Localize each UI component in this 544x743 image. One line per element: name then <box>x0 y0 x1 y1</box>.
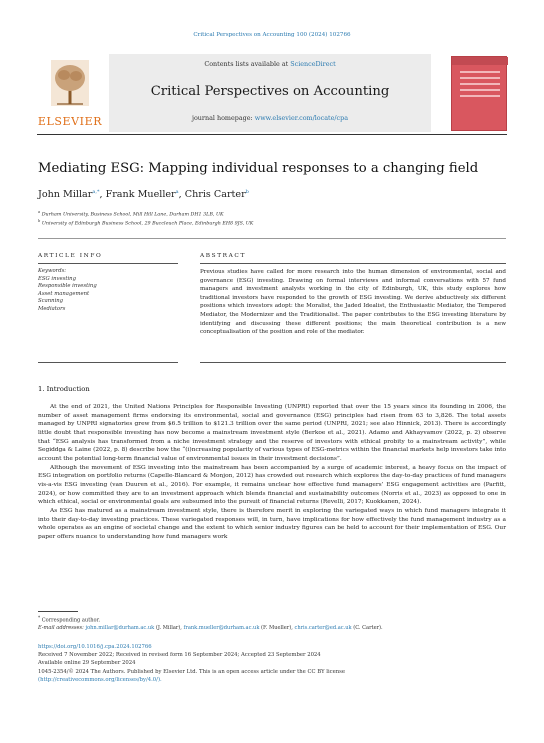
keyword: ESG investing <box>38 275 76 282</box>
author-name[interactable]: Chris Carter <box>184 189 246 201</box>
footnote-rule <box>38 611 78 612</box>
keyword: Asset management <box>38 290 90 297</box>
contents-prefix: Contents lists available at <box>204 60 291 68</box>
elsevier-tree-icon <box>51 60 89 106</box>
journal-cover-image[interactable] <box>451 56 507 131</box>
publication-info <box>38 643 506 684</box>
affiliation-text: University of Edinburgh Business School, 29 Buccleuch Place, Edinburgh EH8 9JS, UK <box>41 221 254 227</box>
email-owner: (C. Carter). <box>353 625 383 631</box>
homepage-prefix: journal homepage: <box>191 114 255 122</box>
divider <box>38 238 506 239</box>
keywords-list <box>38 268 97 314</box>
affiliation <box>38 210 224 218</box>
email-link[interactable]: john.millar@durham.ac.uk <box>85 625 155 631</box>
body-paragraph: As ESG has matured as a mainstream investment style, there is therefore merit in exploring the variegated ways in which fund managers integrate it into their day-to-day investing practices. These variegated responses will, in turn, have implications for how effectively the fund management industry as a whole operates as an engine of societal change and the extent to which senior industry figures can be held to account for their implementation of ESG. Our paper offers nuance to understanding how fund managers work <box>38 507 506 540</box>
email-link[interactable]: frank.mueller@durham.ac.uk <box>183 625 260 631</box>
corresponding-author-note <box>38 616 100 624</box>
available-online: Available online 29 September 2024 <box>38 660 136 667</box>
affiliation-mark: b <box>38 219 41 223</box>
abstract-bottom-rule <box>200 362 506 363</box>
article-info-rule <box>38 263 178 264</box>
article-info-bottom-rule <box>38 362 178 363</box>
article-title: Mediating ESG: Mapping individual responses to a changing field <box>38 161 479 176</box>
abstract-text: Previous studies have called for more research into the human dimension of environmental, social and governance (ESG) investing. Drawing on formal interviews and informal conversations with 57 fund managers and investment analysts working in the city of Edinburgh, UK, this study explores how traditional investors have responded to the growth of ESG investing. We derive abductively six different positions which investors adopt: the Moralist, the Jaded Idealist, the Enthusiastic Mediator, the Tempered Mediator, the Modernizer and the Traditionalist. The paper contributes to the ESG investing literature by identifying and discussing these different positions; the main theoretical contribution is a new conceptualisation of the position and role of the mediator. <box>200 269 506 336</box>
keyword: Responsible investing <box>38 283 97 290</box>
abstract-heading: ABSTRACT <box>200 253 246 259</box>
elsevier-logo <box>37 58 103 130</box>
keyword: Mediators <box>38 305 66 312</box>
keywords-label: Keywords: <box>38 268 67 274</box>
banner-rule <box>37 134 507 135</box>
body-paragraph: Although the movement of ESG investing into the mainstream has been accompanied by a surge of academic interest, a heavy focus on the impact of ESG integration on portfolio returns (Capelle-Blancard & Monjon, 2012) has crowded out research which explores the day-to-day practices of fund managers vis-a-vis ESG investing (van Duuren et al., 2016). For example, it remains unclear how effective fund managers’ ESG engagement activities are (Parfitt, 2024), or how committed they are to an investment approach which blends financial and sustainability outcomes (Norris et al., 2023) as opposed to one in which ethical, social or environmental goals are subsumed into the pursuit of financial returns (Revelli, 2017; Kuokkanen, 2024). <box>38 464 506 506</box>
running-header[interactable]: Critical Perspectives on Accounting 100 (2024) 102766 <box>193 32 351 38</box>
homepage-link[interactable]: www.elsevier.com/locate/cpa <box>254 114 349 122</box>
author-name[interactable]: Frank Mueller <box>105 189 176 201</box>
email-owner: (J. Millar), <box>155 625 184 631</box>
article-info-heading: ARTICLE INFO <box>38 253 103 259</box>
introduction-heading: 1. Introduction <box>38 385 90 393</box>
banner-center <box>109 54 431 132</box>
email-link[interactable]: chris.carter@ed.ac.uk <box>294 625 352 631</box>
sciencedirect-link[interactable]: ScienceDirect <box>290 60 336 68</box>
author-name[interactable]: John Millar <box>38 189 93 201</box>
cover-strip <box>452 57 508 65</box>
contents-line <box>109 60 431 68</box>
publication-dates: Received 7 November 2022; Received in revised form 16 September 2024; Accepted 23 September 2024 <box>38 652 321 659</box>
keyword: Scanning <box>38 298 64 305</box>
affiliation-text: Durham University, Business School, Mill Hill Lane, Durham DH1 3LB, UK <box>41 212 224 218</box>
email-owner: (F. Mueller), <box>261 625 295 631</box>
author-list: John Millar$^{a,*}$, Frank Mueller$^a$, Chris Carter$^b$ <box>38 189 249 201</box>
footnote-mark: * <box>38 616 41 621</box>
introduction-body <box>38 403 506 542</box>
license-link[interactable]: (http://creativecommons.org/licenses/by/4.0/). <box>38 676 162 683</box>
affiliation <box>38 219 253 227</box>
doi-link[interactable]: https://doi.org/10.1016/j.cpa.2024.102766 <box>38 644 152 650</box>
license-text: 1045-2354/© 2024 The Authors. Published by Elsevier Ltd. This is an open access article under the CC BY license <box>38 668 346 675</box>
email-addresses <box>38 625 506 631</box>
author-mark[interactable]: a <box>175 189 179 195</box>
journal-homepage <box>109 114 431 122</box>
cover-lines <box>460 71 500 101</box>
journal-title: Critical Perspectives on Accounting <box>150 84 390 99</box>
body-paragraph: At the end of 2021, the United Nations Principles for Responsible Investing (UNPRI) reported that over the 15 years since its founding in 2006, the number of asset management firms endorsing its environmental, social and governance (ESG) principles had risen from 63 to 3,826. The total assets managed by UNPRI signatories grew from $6.5 trillion to $121.3 trillion over the same period (UNPRI, 2021; see also Hinnick, 2013). There is accordingly little doubt that responsible investing has now become a mainstream investment style (Berkoe et al., 2021). Adamo and Akhayvamov (2022, p. 2) observe that “ESG analysis has transformed from a niche investment strategy and the reserve of investors with ethical probity to a mainstream activity”, while Segiddga & Laine (2022, p. 8) describe how the “(i)ncreasing popularity of various types of ESG-metrics within the financial markets help investors take into account the potential long-term financial value of environmental issues in their investment decisions”. <box>38 404 506 462</box>
footnote-label: Corresponding author. <box>41 617 101 624</box>
author-mark[interactable]: b <box>245 189 249 195</box>
journal-banner <box>37 54 507 132</box>
elsevier-wordmark: ELSEVIER <box>37 115 103 128</box>
abstract-rule <box>200 263 506 264</box>
email-label: E-mail addresses: <box>38 625 86 631</box>
affiliation-mark: a <box>38 210 41 214</box>
author-mark[interactable]: a,* <box>92 189 100 195</box>
